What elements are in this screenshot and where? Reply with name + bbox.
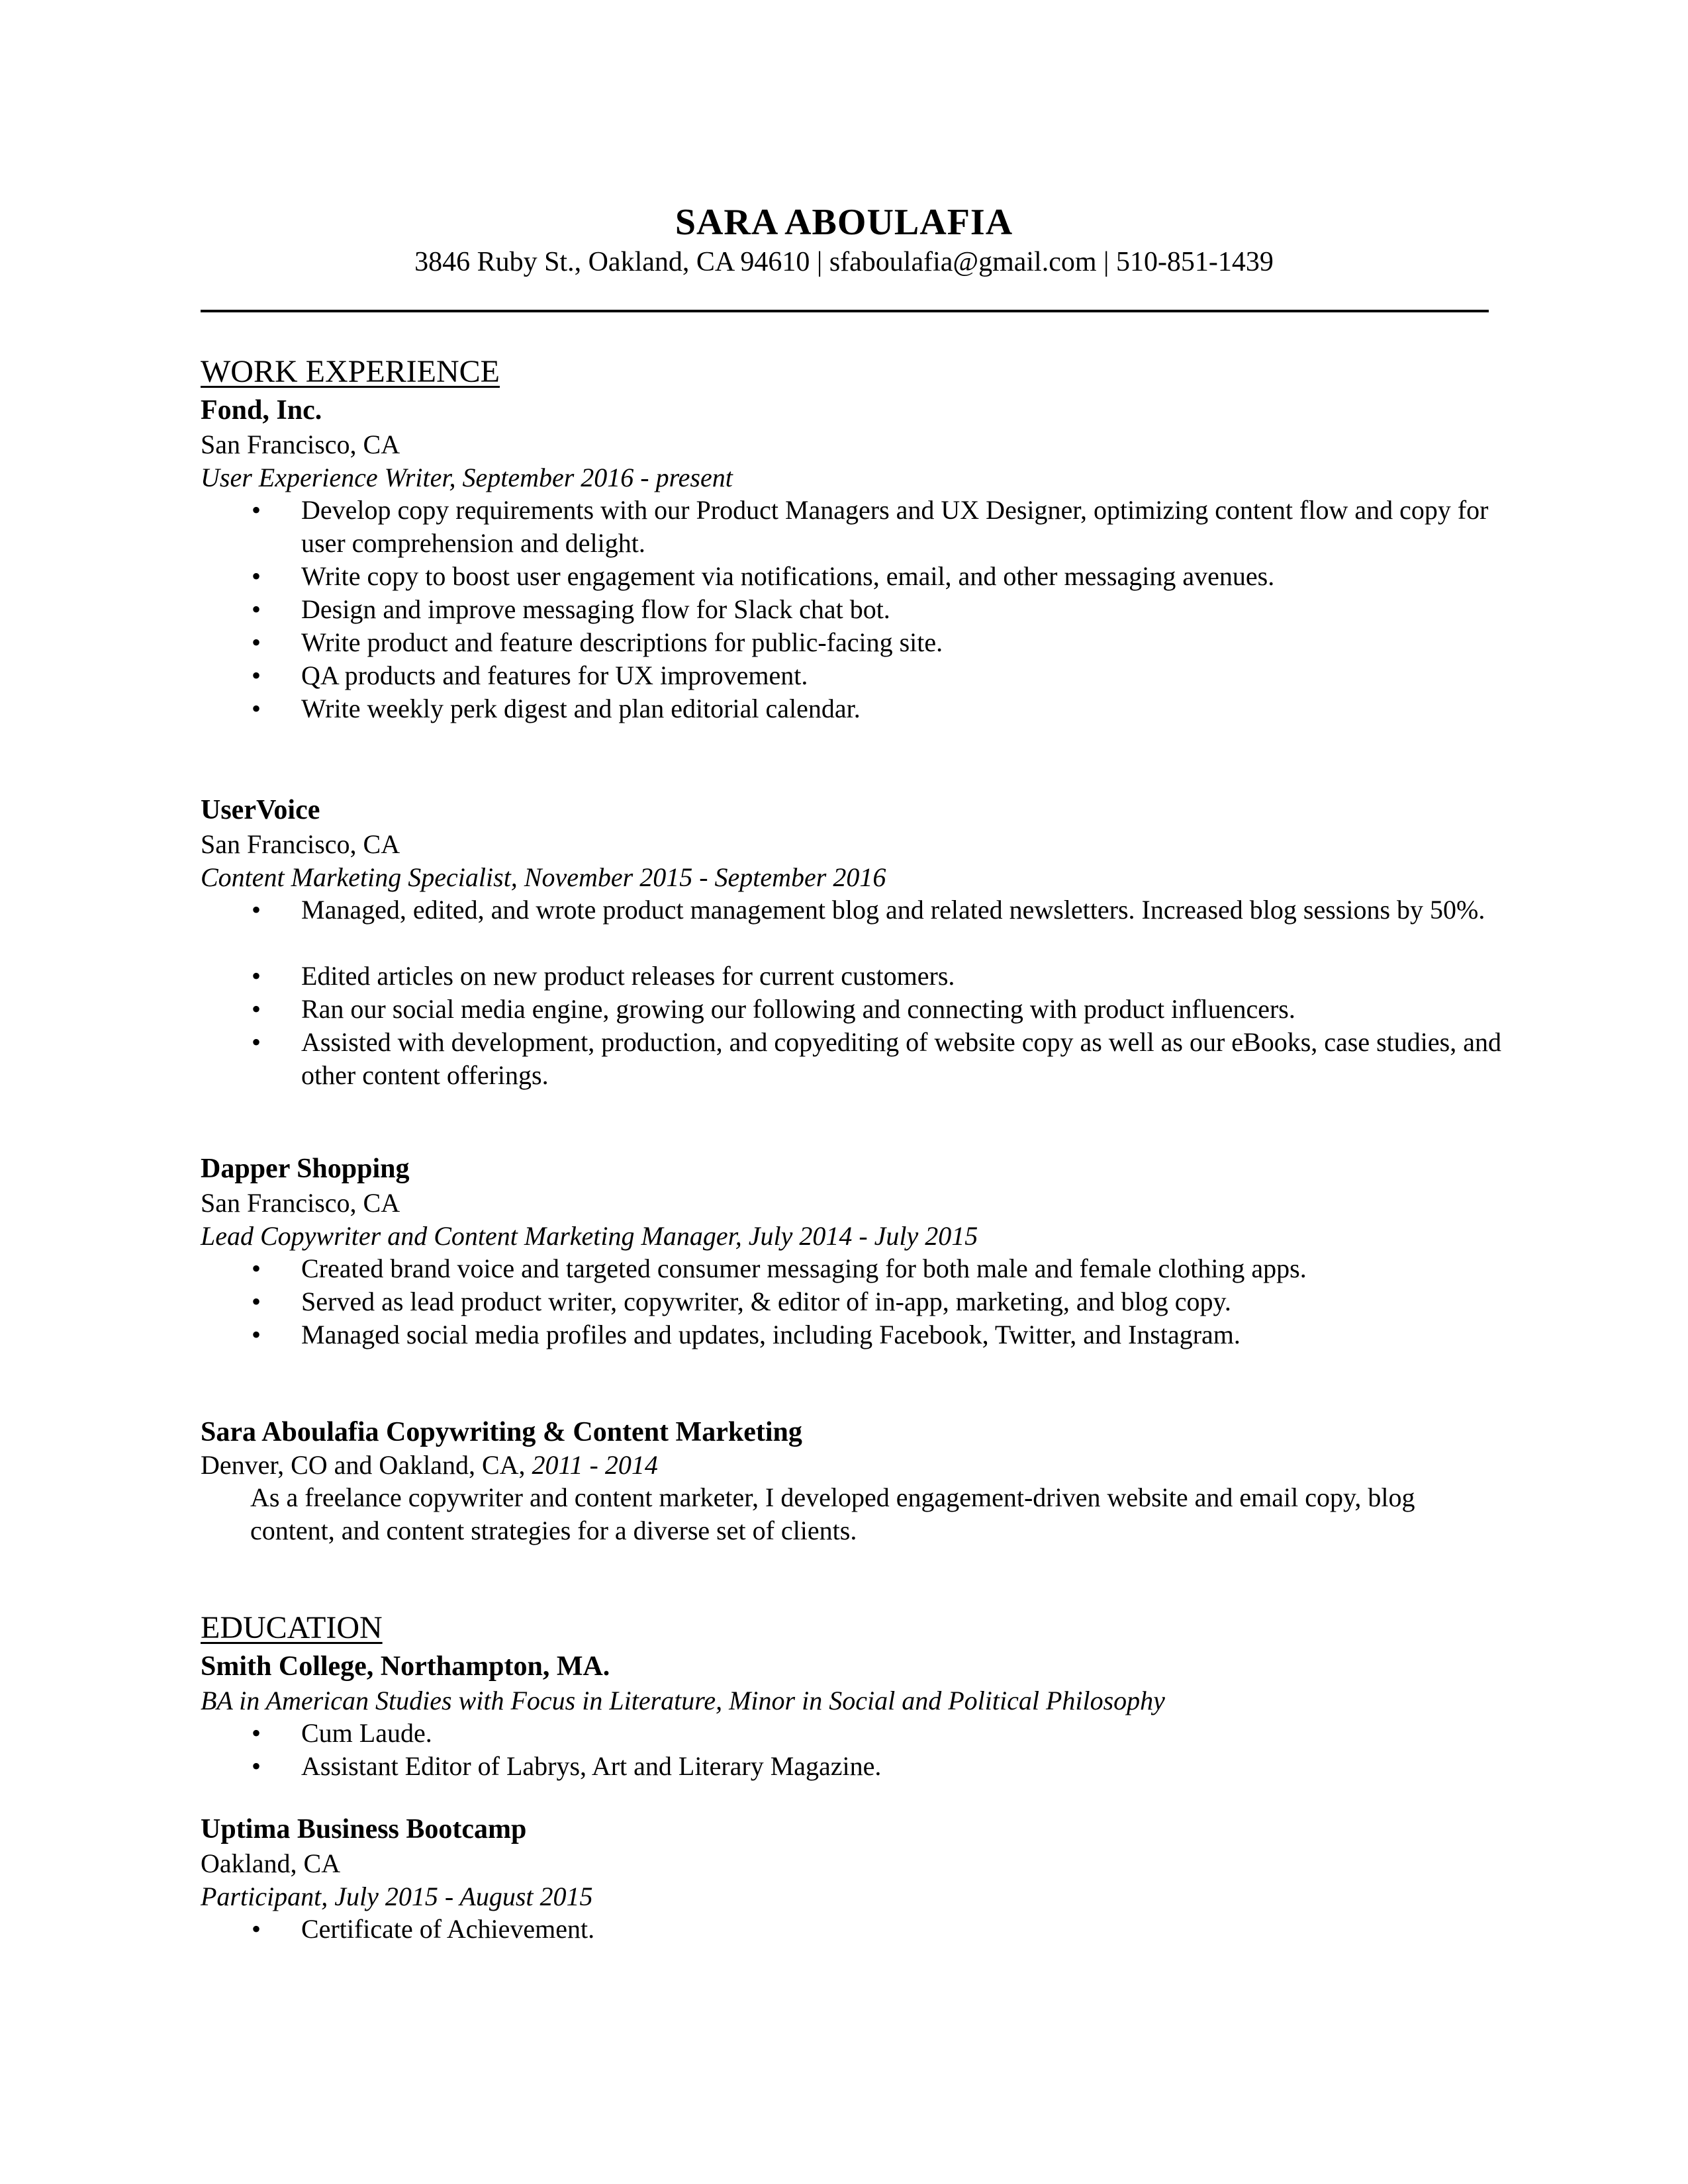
- job-location-line: [201, 1448, 658, 1482]
- bullet-text: Design and improve messaging flow for Slack chat bot.: [301, 594, 890, 624]
- bullet-icon: •: [252, 1287, 261, 1316]
- job-role: Lead Copywriter and Content Marketing Manager, July 2014 - July 2015: [201, 1221, 978, 1251]
- bullet-text: Created brand voice and targeted consumer messaging for both male and female clothing apps.: [301, 1253, 1307, 1283]
- bullet-icon: •: [252, 627, 261, 657]
- bullet-icon: •: [252, 994, 261, 1024]
- bullet-text: Assisted with development, production, and copyediting of website copy as well as our eBooks, case studies, and other content offerings.: [301, 1027, 1501, 1090]
- job-location: San Francisco, CA: [201, 1188, 400, 1218]
- job-dates: 2011 - 2014: [532, 1450, 658, 1480]
- section-heading-education: EDUCATION: [201, 1610, 383, 1645]
- bullet-icon: •: [252, 1718, 261, 1748]
- bullet-text: Managed social media profiles and updates, including Facebook, Twitter, and Instagram.: [301, 1320, 1241, 1349]
- bullet-text: Ran our social media engine, growing our following and connecting with product influencers.: [301, 994, 1295, 1024]
- bullet-icon: •: [252, 660, 261, 690]
- bullet-text: Write product and feature descriptions for public-facing site.: [301, 627, 943, 657]
- bullet-text: Certificate of Achievement.: [301, 1914, 595, 1944]
- bullet-text: Edited articles on new product releases for current customers.: [301, 961, 955, 991]
- bullet-icon: •: [252, 1027, 261, 1057]
- section-heading-work: WORK EXPERIENCE: [201, 354, 500, 389]
- job-org: UserVoice: [201, 795, 320, 825]
- job-location: San Francisco, CA: [201, 829, 400, 859]
- resume-name: SARA ABOULAFIA: [675, 202, 1013, 243]
- job-location: San Francisco, CA: [201, 430, 400, 459]
- bullet-icon: •: [252, 1751, 261, 1781]
- bullet-text: Managed, edited, and wrote product management blog and related newsletters. Increased blog sessions by 50%.: [301, 895, 1485, 925]
- bullet-icon: •: [252, 495, 261, 525]
- job-org: Fond, Inc.: [201, 395, 322, 426]
- school-degree: BA in American Studies with Focus in Literature, Minor in Social and Political Philosophy: [201, 1686, 1165, 1715]
- job-role: User Experience Writer, September 2016 - present: [201, 463, 733, 492]
- bullet-text: Write weekly perk digest and plan editorial calendar.: [301, 694, 861, 723]
- job-org: Dapper Shopping: [201, 1154, 410, 1184]
- bullet-text: Served as lead product writer, copywriter, & editor of in-app, marketing, and blog copy.: [301, 1287, 1231, 1316]
- header-divider: [201, 310, 1489, 312]
- bullet-text: QA products and features for UX improvement.: [301, 660, 808, 690]
- bullet-text: Write copy to boost user engagement via notifications, email, and other messaging avenues.: [301, 561, 1275, 591]
- school-org: Uptima Business Bootcamp: [201, 1814, 527, 1844]
- school-location: Oakland, CA: [201, 1848, 341, 1878]
- bullet-text: Assistant Editor of Labrys, Art and Literary Magazine.: [301, 1751, 882, 1781]
- bullet-icon: •: [252, 1253, 261, 1283]
- bullet-icon: •: [252, 594, 261, 624]
- bullet-text: Develop copy requirements with our Product Managers and UX Designer, optimizing content flow and copy for user comprehension and delight.: [301, 495, 1489, 558]
- job-org: Sara Aboulafia Copywriting & Content Marketing: [201, 1417, 802, 1447]
- bullet-text: Cum Laude.: [301, 1718, 432, 1748]
- job-description: As a freelance copywriter and content marketer, I developed engagement-driven website and email copy, blog content, and content strategies for a diverse set of clients.: [250, 1482, 1415, 1545]
- bullet-icon: •: [252, 961, 261, 991]
- bullet-icon: •: [252, 1914, 261, 1944]
- contact-line: 3846 Ruby St., Oakland, CA 94610 | sfaboulafia@gmail.com | 510-851-1439: [414, 247, 1274, 277]
- school-role: Participant, July 2015 - August 2015: [201, 1882, 593, 1911]
- job-location: Denver, CO and Oakland, CA,: [201, 1450, 532, 1480]
- job-role: Content Marketing Specialist, November 2015 - September 2016: [201, 862, 886, 892]
- bullet-icon: •: [252, 561, 261, 591]
- school-org: Smith College, Northampton, MA.: [201, 1651, 610, 1682]
- bullet-icon: •: [252, 1320, 261, 1349]
- bullet-icon: •: [252, 895, 261, 925]
- bullet-icon: •: [252, 694, 261, 723]
